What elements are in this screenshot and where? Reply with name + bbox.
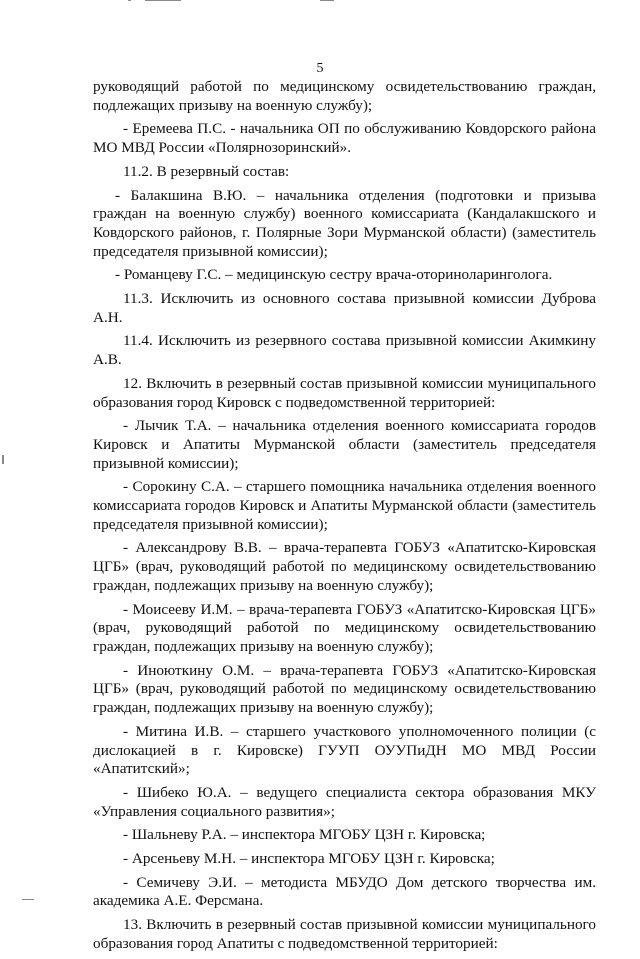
- paragraph-arsenyeva: - Арсеньеву М.Н. – инспектора МГОБУ ЦЗН г. Кировска;: [123, 850, 495, 868]
- paragraph-shalneva: - Шальневу Р.А. – инспектора МГОБУ ЦЗН г. Кировска;: [123, 826, 486, 844]
- paragraph-11-3: 11.3. Исключить из основного состава призывной комиссии Дуброва А.Н.: [93, 290, 596, 326]
- paragraph-moiseeva: - Моисееву И.М. – врача-терапевта ГОБУЗ «Апатитско-Кировская ЦГБ» (врач, руководящий работой по медицинскому освидетельствованию граждан, подлежащих призыву на военную службу);: [93, 600, 596, 655]
- scan-mark-top-3: [320, 0, 334, 1]
- paragraph-sorokina: - Сорокину С.А. – старшего помощника начальника отделения военного комиссариата городов Кировск и Апатиты Мурманской области (заместитель председателя призывной комиссии);: [93, 478, 596, 533]
- paragraph-inoyutkina: - Иноюткину О.М. – врача-терапевта ГОБУЗ «Апатитско-Кировская ЦГБ» (врач, руководящий работой по медицинскому освидетельствованию граждан, подлежащих призыву на военную службу);: [93, 661, 596, 717]
- scan-mark-top-2: [145, 0, 181, 1]
- paragraph-12: 12. Включить в резервный состав призывной комиссии муниципального образования город Кировск с подведомственной территорией:: [93, 374, 596, 411]
- scan-mark-bottom: [22, 899, 34, 900]
- scan-mark-left: [2, 455, 4, 464]
- document-body: [93, 78, 596, 959]
- paragraph-eremeeva: - Еремеева П.С. - начальника ОП по обслуживанию Ковдорского района МО МВД России «Полярнозоринский».: [93, 120, 596, 157]
- paragraph-semicheva: - Семичеву Э.И. – методиста МБУДО Дом детского творчества им. академика А.Е. Ферсмана.: [93, 873, 596, 910]
- paragraph-11-4: 11.4. Исключить из резервного состава призывной комиссии Акимкину А.В.: [93, 332, 596, 369]
- paragraph-lychik: - Лычик Т.А. – начальника отделения военного комиссариата городов Кировск и Апатиты Мурманской области (заместитель председателя призывной комиссии);: [93, 417, 596, 472]
- paragraph-romantseva: - Романцеву Г.С. – медицинскую сестру врача-оториноларинголога.: [115, 266, 553, 284]
- scan-mark-top-1: [128, 0, 131, 1]
- paragraph-11-2: 11.2. В резервный состав:: [123, 162, 290, 180]
- paragraph-aleksandrova: - Александрову В.В. – врача-терапевта ГОБУЗ «Апатитско-Кировская ЦГБ» (врач, руководящий работой по медицинскому освидетельствованию граждан, подлежащих призыву на военную службу);: [93, 539, 596, 594]
- paragraph-shibeko: - Шибеко Ю.А. – ведущего специалиста сектора образования МКУ «Управления социального развития»;: [93, 783, 596, 820]
- paragraph-balakshina: - Балакшина В.Ю. – начальника отделения (подготовки и призыва граждан на военную службу) военного комиссариата (Кандалакшского и Ковдорского районов, г. Полярные Зори Мурманской области) (заместитель председателя призывной комиссии);: [93, 186, 596, 260]
- page-number: 5: [316, 61, 324, 76]
- paragraph-13: 13. Включить в резервный состав призывной комиссии муниципального образования город Апатиты с подведомственной территорией:: [93, 916, 596, 952]
- paragraph-continuation: руководящий работой по медицинскому освидетельствованию граждан, подлежащих призыву на военную службу);: [93, 78, 596, 114]
- paragraph-mitin: - Митина И.В. – старшего участкового уполномоченного полиции (с дислокацией в г. Кировске) ГУУП ОУУПиДН МО МВД России «Апатитский»;: [93, 722, 596, 778]
